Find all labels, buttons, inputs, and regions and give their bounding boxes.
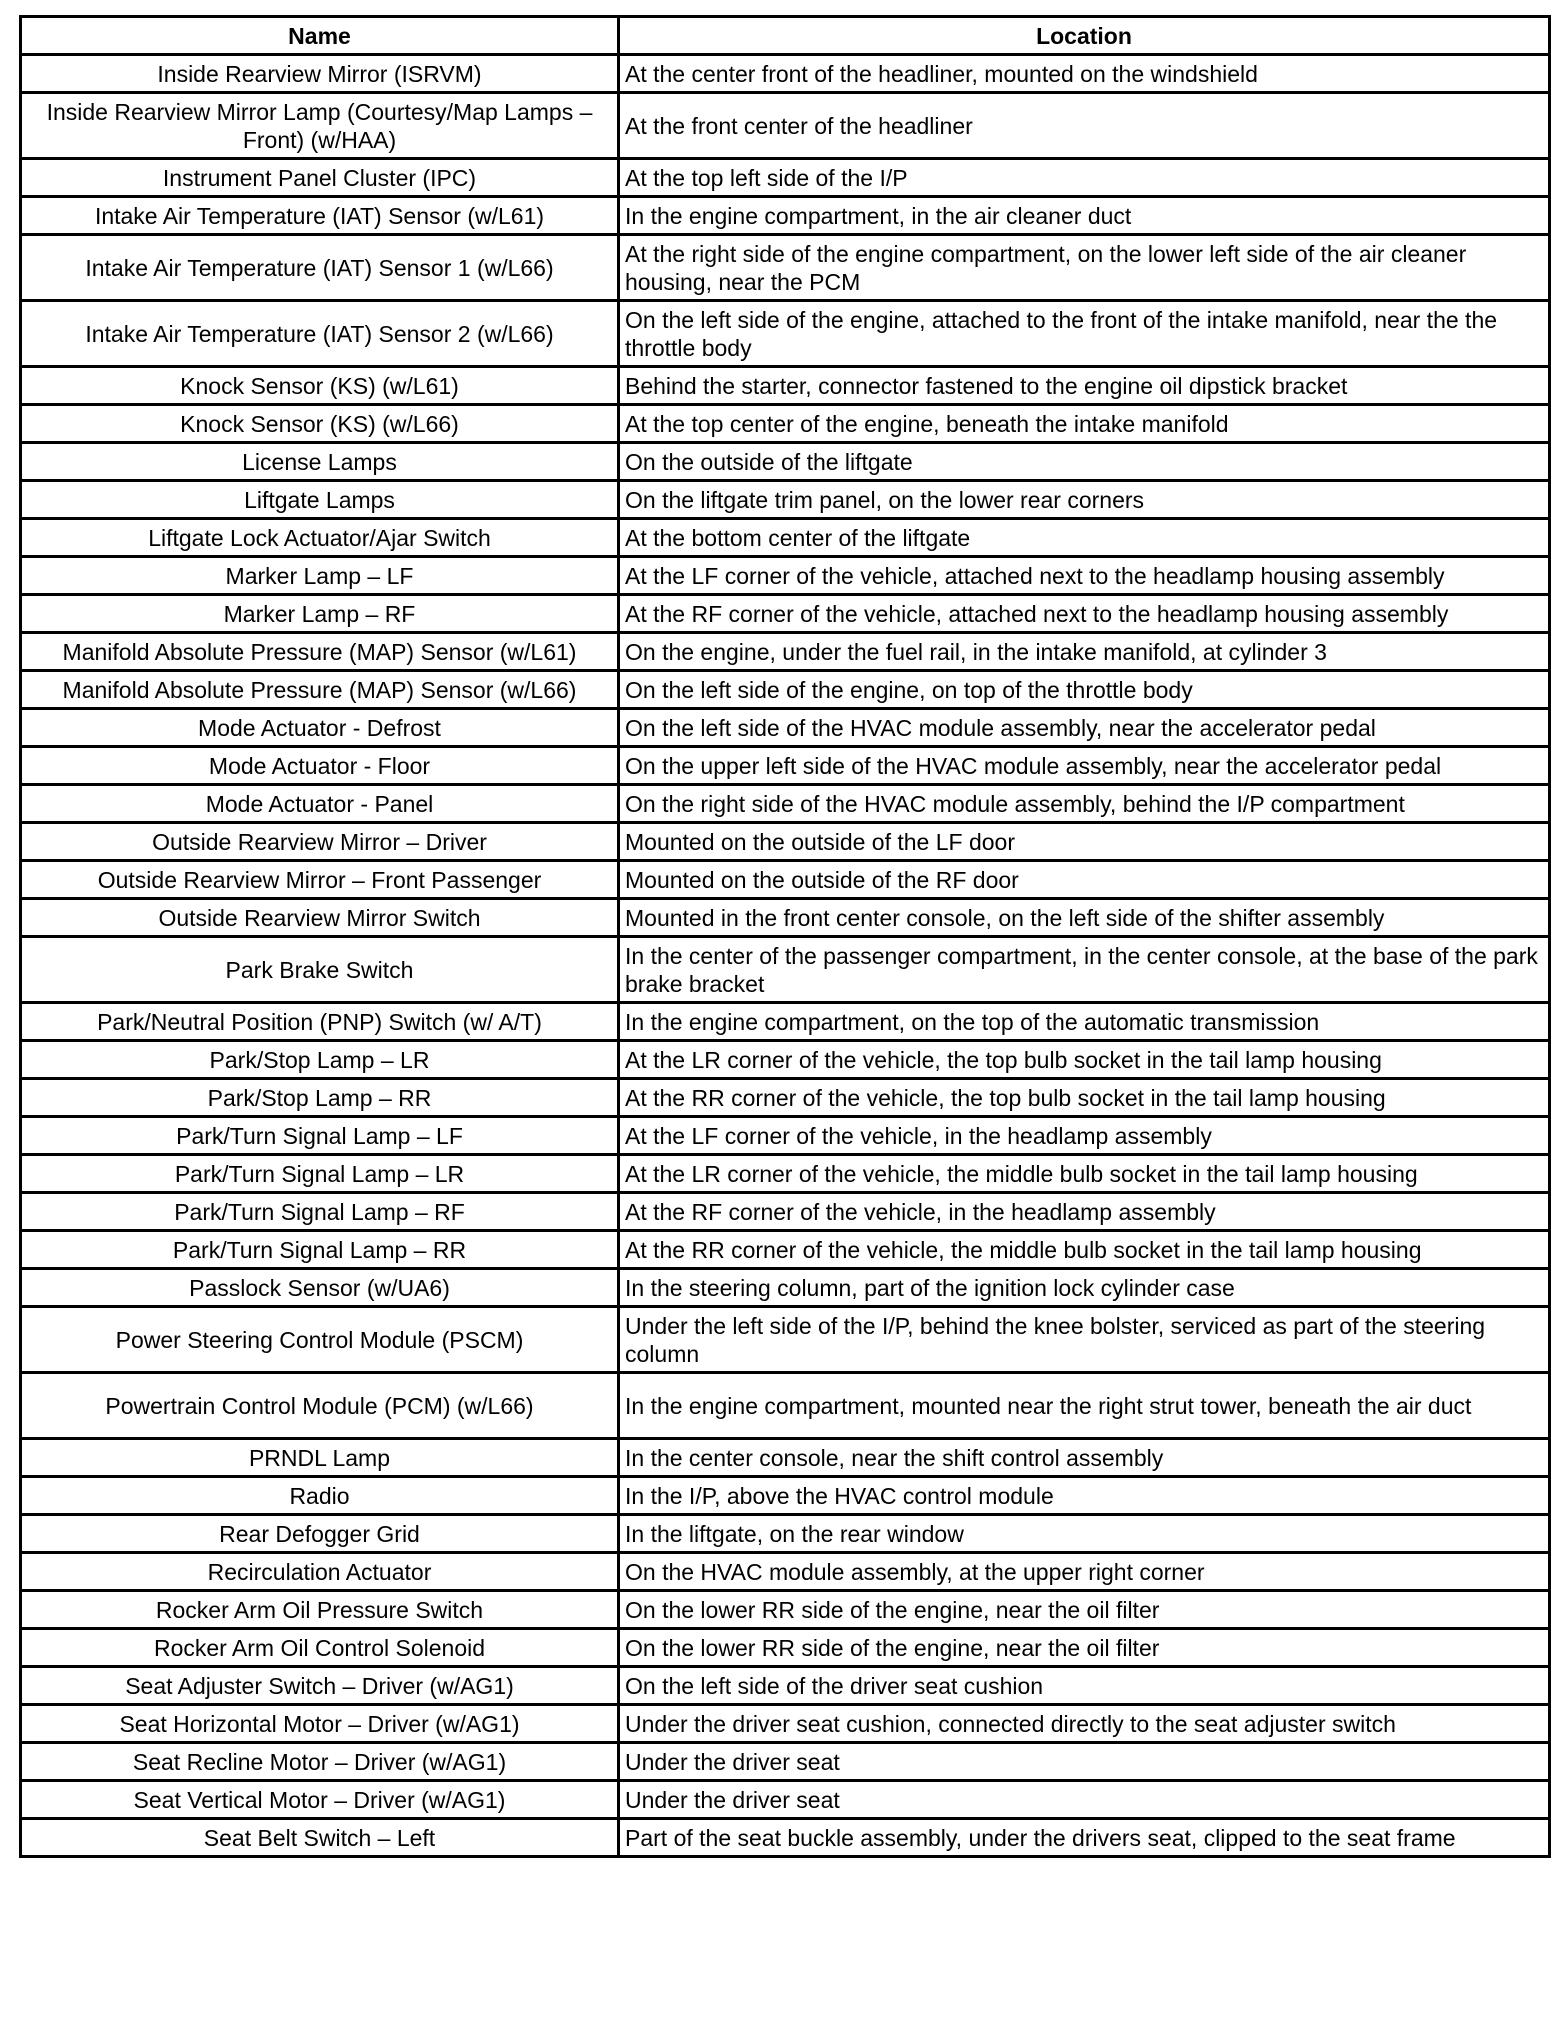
component-name: Liftgate Lamps (21, 481, 619, 519)
component-name: Outside Rearview Mirror Switch (21, 899, 619, 937)
table-row (21, 633, 1550, 671)
table-row (21, 235, 1550, 301)
component-location: On the left side of the driver seat cushion (619, 1667, 1550, 1705)
table-row (21, 899, 1550, 937)
component-name: Park Brake Switch (21, 937, 619, 1003)
component-location: Mounted on the outside of the RF door (619, 861, 1550, 899)
table-row (21, 481, 1550, 519)
component-location: On the left side of the engine, attached to the front of the intake manifold, near the the throttle body (619, 301, 1550, 367)
table-row (21, 1781, 1550, 1819)
table-row (21, 1591, 1550, 1629)
component-name: License Lamps (21, 443, 619, 481)
component-location: At the RF corner of the vehicle, in the headlamp assembly (619, 1193, 1550, 1231)
table-row (21, 1079, 1550, 1117)
component-location: Under the driver seat (619, 1743, 1550, 1781)
table-body (21, 55, 1550, 1857)
component-location: Mounted on the outside of the LF door (619, 823, 1550, 861)
component-location: On the liftgate trim panel, on the lower rear corners (619, 481, 1550, 519)
component-location: On the left side of the engine, on top of the throttle body (619, 671, 1550, 709)
component-name: Park/Stop Lamp – RR (21, 1079, 619, 1117)
component-location: At the center front of the headliner, mounted on the windshield (619, 55, 1550, 93)
table-row (21, 1041, 1550, 1079)
component-location: In the engine compartment, in the air cleaner duct (619, 197, 1550, 235)
component-name: Intake Air Temperature (IAT) Sensor 1 (w/L66) (21, 235, 619, 301)
table-row (21, 1269, 1550, 1307)
component-location: In the liftgate, on the rear window (619, 1515, 1550, 1553)
table-row (21, 93, 1550, 159)
component-location: At the RR corner of the vehicle, the middle bulb socket in the tail lamp housing (619, 1231, 1550, 1269)
component-name: Seat Vertical Motor – Driver (w/AG1) (21, 1781, 619, 1819)
component-location: At the top center of the engine, beneath the intake manifold (619, 405, 1550, 443)
component-location: At the LR corner of the vehicle, the middle bulb socket in the tail lamp housing (619, 1155, 1550, 1193)
table-row (21, 785, 1550, 823)
table-row (21, 747, 1550, 785)
component-name: Seat Belt Switch – Left (21, 1819, 619, 1857)
component-name: Park/Turn Signal Lamp – RR (21, 1231, 619, 1269)
table-row (21, 1439, 1550, 1477)
component-location: On the engine, under the fuel rail, in the intake manifold, at cylinder 3 (619, 633, 1550, 671)
table-row (21, 1553, 1550, 1591)
table-row (21, 595, 1550, 633)
table-row (21, 1477, 1550, 1515)
component-name: Outside Rearview Mirror – Front Passenger (21, 861, 619, 899)
table-row (21, 1819, 1550, 1857)
component-location: In the center of the passenger compartment, in the center console, at the base of the park brake bracket (619, 937, 1550, 1003)
table-row (21, 1373, 1550, 1439)
component-name: Powertrain Control Module (PCM) (w/L66) (21, 1373, 619, 1439)
table-row (21, 197, 1550, 235)
component-location: In the center console, near the shift control assembly (619, 1439, 1550, 1477)
component-location: At the RF corner of the vehicle, attached next to the headlamp housing assembly (619, 595, 1550, 633)
component-location: Part of the seat buckle assembly, under the drivers seat, clipped to the seat frame (619, 1819, 1550, 1857)
table-row (21, 1231, 1550, 1269)
component-locator-table-wrapper (19, 15, 1548, 1858)
component-name: Marker Lamp – RF (21, 595, 619, 633)
column-header-name: Name (21, 17, 619, 55)
component-name: Seat Adjuster Switch – Driver (w/AG1) (21, 1667, 619, 1705)
component-location: At the right side of the engine compartment, on the lower left side of the air cleaner housing, near the PCM (619, 235, 1550, 301)
component-location: Under the driver seat (619, 1781, 1550, 1819)
component-location: On the left side of the HVAC module assembly, near the accelerator pedal (619, 709, 1550, 747)
component-name: Knock Sensor (KS) (w/L66) (21, 405, 619, 443)
table-row (21, 1515, 1550, 1553)
component-name: Recirculation Actuator (21, 1553, 619, 1591)
component-location: On the HVAC module assembly, at the upper right corner (619, 1553, 1550, 1591)
component-location: In the engine compartment, mounted near the right strut tower, beneath the air duct (619, 1373, 1550, 1439)
table-row (21, 1193, 1550, 1231)
component-name: Marker Lamp – LF (21, 557, 619, 595)
table-row (21, 1743, 1550, 1781)
column-header-location: Location (619, 17, 1550, 55)
component-name: Intake Air Temperature (IAT) Sensor 2 (w/L66) (21, 301, 619, 367)
component-name: Passlock Sensor (w/UA6) (21, 1269, 619, 1307)
component-location: In the steering column, part of the ignition lock cylinder case (619, 1269, 1550, 1307)
component-location: Mounted in the front center console, on the left side of the shifter assembly (619, 899, 1550, 937)
component-location: At the top left side of the I/P (619, 159, 1550, 197)
component-name: PRNDL Lamp (21, 1439, 619, 1477)
table-row (21, 671, 1550, 709)
table-header-row (21, 17, 1550, 55)
component-location: At the bottom center of the liftgate (619, 519, 1550, 557)
component-location: At the LF corner of the vehicle, in the headlamp assembly (619, 1117, 1550, 1155)
table-row (21, 301, 1550, 367)
component-name: Mode Actuator - Floor (21, 747, 619, 785)
component-name: Liftgate Lock Actuator/Ajar Switch (21, 519, 619, 557)
table-row (21, 823, 1550, 861)
component-name: Intake Air Temperature (IAT) Sensor (w/L61) (21, 197, 619, 235)
table-row (21, 1629, 1550, 1667)
component-name: Manifold Absolute Pressure (MAP) Sensor (w/L66) (21, 671, 619, 709)
component-name: Rear Defogger Grid (21, 1515, 619, 1553)
table-row (21, 405, 1550, 443)
component-location: Behind the starter, connector fastened to the engine oil dipstick bracket (619, 367, 1550, 405)
table-row (21, 55, 1550, 93)
component-location: At the RR corner of the vehicle, the top bulb socket in the tail lamp housing (619, 1079, 1550, 1117)
component-name: Knock Sensor (KS) (w/L61) (21, 367, 619, 405)
component-location: At the LF corner of the vehicle, attached next to the headlamp housing assembly (619, 557, 1550, 595)
component-name: Park/Turn Signal Lamp – LF (21, 1117, 619, 1155)
component-location: At the LR corner of the vehicle, the top bulb socket in the tail lamp housing (619, 1041, 1550, 1079)
component-location: In the I/P, above the HVAC control module (619, 1477, 1550, 1515)
table-row (21, 159, 1550, 197)
component-name: Outside Rearview Mirror – Driver (21, 823, 619, 861)
component-name: Radio (21, 1477, 619, 1515)
component-location: Under the left side of the I/P, behind the knee bolster, serviced as part of the steering column (619, 1307, 1550, 1373)
component-name: Power Steering Control Module (PSCM) (21, 1307, 619, 1373)
component-name: Park/Stop Lamp – LR (21, 1041, 619, 1079)
component-name: Manifold Absolute Pressure (MAP) Sensor (w/L61) (21, 633, 619, 671)
table-row (21, 367, 1550, 405)
component-name: Instrument Panel Cluster (IPC) (21, 159, 619, 197)
component-name: Seat Recline Motor – Driver (w/AG1) (21, 1743, 619, 1781)
table-row (21, 1667, 1550, 1705)
component-locator-table (19, 15, 1551, 1858)
table-row (21, 709, 1550, 747)
component-location: On the lower RR side of the engine, near the oil filter (619, 1629, 1550, 1667)
component-name: Mode Actuator - Defrost (21, 709, 619, 747)
table-row (21, 519, 1550, 557)
component-location: On the outside of the liftgate (619, 443, 1550, 481)
table-row (21, 443, 1550, 481)
component-name: Inside Rearview Mirror Lamp (Courtesy/Map Lamps – Front) (w/HAA) (21, 93, 619, 159)
component-location: In the engine compartment, on the top of the automatic transmission (619, 1003, 1550, 1041)
component-name: Park/Turn Signal Lamp – LR (21, 1155, 619, 1193)
component-name: Park/Neutral Position (PNP) Switch (w/ A/T) (21, 1003, 619, 1041)
component-location: Under the driver seat cushion, connected directly to the seat adjuster switch (619, 1705, 1550, 1743)
component-location: On the upper left side of the HVAC module assembly, near the accelerator pedal (619, 747, 1550, 785)
component-location: On the right side of the HVAC module assembly, behind the I/P compartment (619, 785, 1550, 823)
table-row (21, 1117, 1550, 1155)
component-name: Inside Rearview Mirror (ISRVM) (21, 55, 619, 93)
component-name: Rocker Arm Oil Control Solenoid (21, 1629, 619, 1667)
table-row (21, 861, 1550, 899)
table-row (21, 1003, 1550, 1041)
component-location: On the lower RR side of the engine, near the oil filter (619, 1591, 1550, 1629)
component-name: Seat Horizontal Motor – Driver (w/AG1) (21, 1705, 619, 1743)
component-name: Park/Turn Signal Lamp – RF (21, 1193, 619, 1231)
table-row (21, 1155, 1550, 1193)
component-name: Mode Actuator - Panel (21, 785, 619, 823)
component-location: At the front center of the headliner (619, 93, 1550, 159)
table-row (21, 557, 1550, 595)
table-row (21, 937, 1550, 1003)
table-row (21, 1307, 1550, 1373)
table-row (21, 1705, 1550, 1743)
component-name: Rocker Arm Oil Pressure Switch (21, 1591, 619, 1629)
